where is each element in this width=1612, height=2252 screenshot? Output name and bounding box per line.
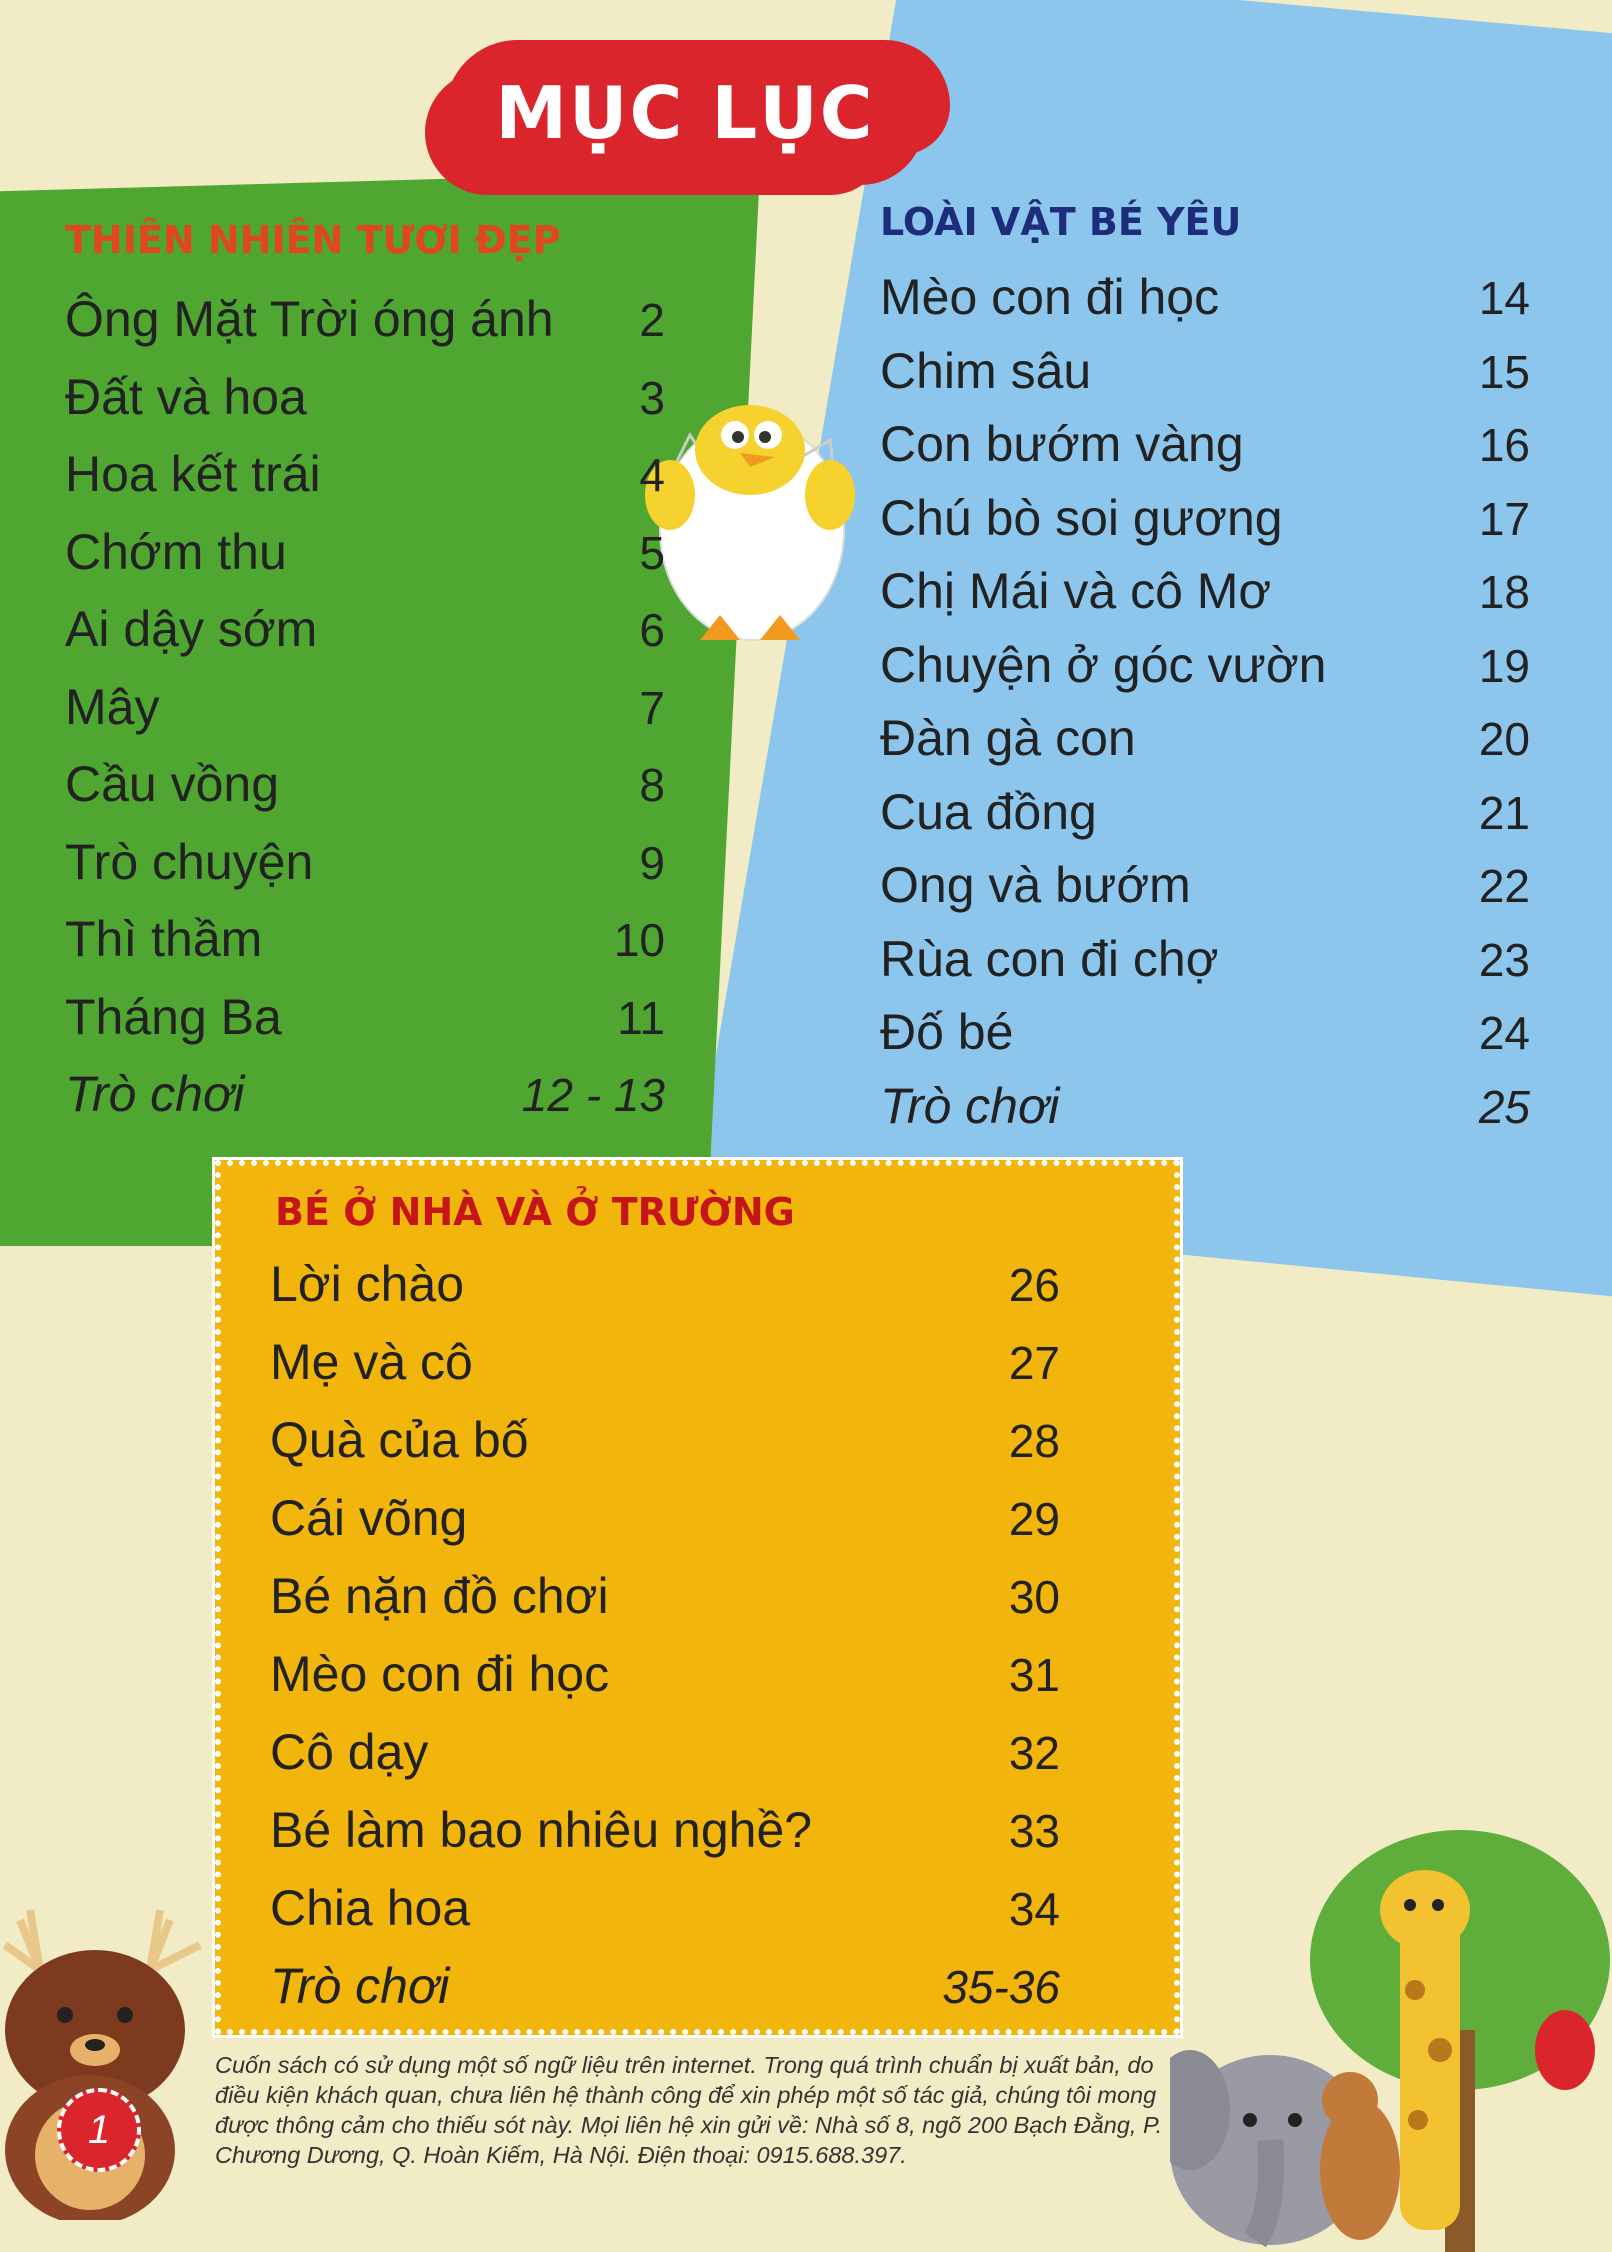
toc-item-title: Ong và bướm — [880, 857, 1191, 913]
toc-item-page: 11 — [617, 991, 665, 1044]
toc-item[interactable] — [270, 1333, 1060, 1411]
toc-item[interactable] — [65, 833, 665, 911]
toc-item-page: 23 — [1478, 933, 1530, 986]
toc-item[interactable] — [65, 600, 665, 678]
toc-item[interactable] — [65, 910, 665, 988]
toc-item-title: Tháng Ba — [65, 988, 282, 1045]
toc-item-title: Trò chuyện — [65, 833, 314, 890]
toc-item-title: Mẹ và cô — [270, 1334, 473, 1390]
toc-item[interactable] — [270, 1567, 1060, 1645]
page-title: MỤC LỤC — [495, 70, 875, 155]
toc-item-title: Rùa con đi chợ — [880, 930, 1219, 987]
toc-item-title: Trò chơi — [65, 1066, 245, 1122]
toc-item-title: Quà của bố — [270, 1412, 529, 1468]
toc-item-page: 2 — [639, 294, 665, 346]
toc-item[interactable] — [270, 1801, 1060, 1879]
toc-item[interactable] — [880, 709, 1530, 783]
toc-item-page: 19 — [1478, 639, 1530, 692]
toc-item[interactable] — [65, 755, 665, 833]
toc-item-page: 35-36 — [942, 1961, 1060, 2013]
section-heading-nature: THIÊN NHIÊN TƯƠI ĐẸP — [65, 218, 561, 262]
toc-item[interactable] — [65, 678, 665, 756]
toc-item-title: Đàn gà con — [880, 710, 1136, 766]
toc-item[interactable] — [270, 1723, 1060, 1801]
toc-item-page: 24 — [1478, 1007, 1530, 1059]
toc-item[interactable] — [65, 988, 665, 1066]
toc-item-page: 30 — [1008, 1571, 1060, 1623]
footnote: Cuốn sách có sử dụng một số ngữ liệu trên internet. Trong quá trình chuẩn bị xuất bản, do điều kiện khách quan, chưa liên hệ thành công để xin phép một số tác giả, chúng tôi mong được thông cảm cho thiếu sót này. Mọi liên hệ xin gửi về: Nhà số 8, ngõ 200 Bạch Đằng, P. Chương Dương, Q. Hoàn Kiếm, Hà Nội. Điện thoại: 0915.688.397. — [215, 2052, 1163, 2168]
toc-item[interactable] — [880, 1077, 1530, 1151]
toc-item-title: Mây — [65, 678, 160, 735]
toc-item-page: 5 — [639, 526, 665, 579]
toc-item-title: Bé làm bao nhiêu nghề? — [270, 1802, 813, 1858]
toc-item-title: Chị Mái và cô Mơ — [880, 563, 1272, 619]
toc-item-page: 10 — [613, 914, 665, 966]
toc-item[interactable] — [270, 1645, 1060, 1723]
toc-item[interactable] — [880, 856, 1530, 930]
toc-item-title: Chớm thu — [65, 523, 287, 580]
toc-item-title: Mèo con đi học — [270, 1646, 610, 1702]
toc-item-page: 9 — [639, 836, 665, 889]
toc-item[interactable] — [270, 1411, 1060, 1489]
toc-item-page: 20 — [1478, 713, 1530, 765]
toc-item[interactable] — [880, 415, 1530, 489]
toc-item-page: 26 — [1008, 1259, 1060, 1311]
toc-item-title: Con bướm vàng — [880, 416, 1244, 472]
toc-item-page: 17 — [1478, 492, 1530, 545]
toc-item[interactable] — [270, 1489, 1060, 1567]
toc-item-page: 7 — [639, 681, 665, 734]
toc-item-title: Cái võng — [270, 1490, 468, 1546]
toc-item-page: 25 — [1478, 1080, 1530, 1133]
deer-illustration — [0, 1900, 210, 2220]
toc-item-title: Đố bé — [880, 1004, 1014, 1060]
section-heading-home-school: BÉ Ở NHÀ VÀ Ở TRƯỜNG — [275, 1190, 795, 1234]
title-banner — [445, 40, 925, 185]
toc-item[interactable] — [65, 368, 665, 446]
toc-item[interactable] — [880, 489, 1530, 563]
toc-item-page: 3 — [639, 371, 665, 424]
toc-item-title: Ai dậy sớm — [65, 601, 318, 657]
toc-item-title: Đất và hoa — [65, 368, 307, 425]
toc-animals — [880, 268, 1530, 1150]
toc-item-title: Cầu vồng — [65, 756, 280, 812]
toc-item-title: Chia hoa — [270, 1880, 471, 1936]
toc-item-title: Chuyện ở góc vườn — [880, 636, 1327, 693]
toc-item[interactable] — [880, 930, 1530, 1004]
toc-item-title: Trò chơi — [880, 1077, 1060, 1134]
page-number-badge: 1 — [57, 2088, 141, 2172]
toc-item[interactable] — [65, 523, 665, 601]
toc-item[interactable] — [65, 445, 665, 523]
toc-item-page: 31 — [1008, 1649, 1060, 1701]
toc-item[interactable] — [880, 783, 1530, 857]
toc-item-title: Mèo con đi học — [880, 269, 1220, 325]
toc-item-title: Trò chơi — [270, 1958, 450, 2014]
toc-item-page: 15 — [1478, 345, 1530, 398]
toc-item-page: 12 - 13 — [521, 1069, 665, 1121]
toc-item[interactable] — [270, 1255, 1060, 1333]
toc-item-page: 21 — [1478, 786, 1530, 839]
toc-item-page: 29 — [1008, 1493, 1060, 1545]
toc-home-school — [270, 1255, 1060, 2035]
toc-item-page: 4 — [639, 449, 665, 501]
toc-item-page: 33 — [1008, 1805, 1060, 1857]
toc-item[interactable] — [65, 290, 665, 368]
toc-item-title: Chú bò soi gương — [880, 489, 1283, 546]
toc-item-page: 6 — [639, 604, 665, 656]
toc-item-title: Cua đồng — [880, 783, 1097, 840]
toc-item-page: 32 — [1008, 1727, 1060, 1779]
zoo-animals-illustration — [1170, 1830, 1612, 2252]
toc-item[interactable] — [880, 562, 1530, 636]
toc-item-page: 14 — [1478, 272, 1530, 324]
toc-item-title: Hoa kết trái — [65, 446, 321, 502]
toc-item[interactable] — [880, 342, 1530, 416]
toc-item-title: Chim sâu — [880, 342, 1092, 399]
toc-item-title: Ông Mặt Trời óng ánh — [65, 291, 554, 347]
toc-item-page: 28 — [1008, 1415, 1060, 1467]
toc-item-page: 16 — [1478, 419, 1530, 471]
toc-item[interactable] — [880, 636, 1530, 710]
toc-item-title: Cô dạy — [270, 1724, 429, 1780]
toc-item-page: 18 — [1478, 566, 1530, 618]
toc-item-page: 22 — [1478, 860, 1530, 912]
toc-item[interactable] — [270, 1879, 1060, 1957]
toc-item[interactable] — [880, 1003, 1530, 1077]
toc-item-page: 34 — [1008, 1883, 1060, 1935]
section-heading-animals: LOÀI VẬT BÉ YÊU — [880, 200, 1242, 244]
toc-item-title: Thì thầm — [65, 911, 263, 967]
chick-illustration — [640, 355, 860, 655]
toc-item-title: Bé nặn đồ chơi — [270, 1568, 609, 1624]
toc-item[interactable] — [270, 1957, 1060, 2035]
toc-item[interactable] — [65, 1065, 665, 1143]
toc-item-page: 27 — [1008, 1337, 1060, 1389]
toc-item-title: Lời chào — [270, 1256, 465, 1312]
toc-item-page: 8 — [639, 759, 665, 811]
toc-item[interactable] — [880, 268, 1530, 342]
toc-nature — [65, 290, 665, 1143]
